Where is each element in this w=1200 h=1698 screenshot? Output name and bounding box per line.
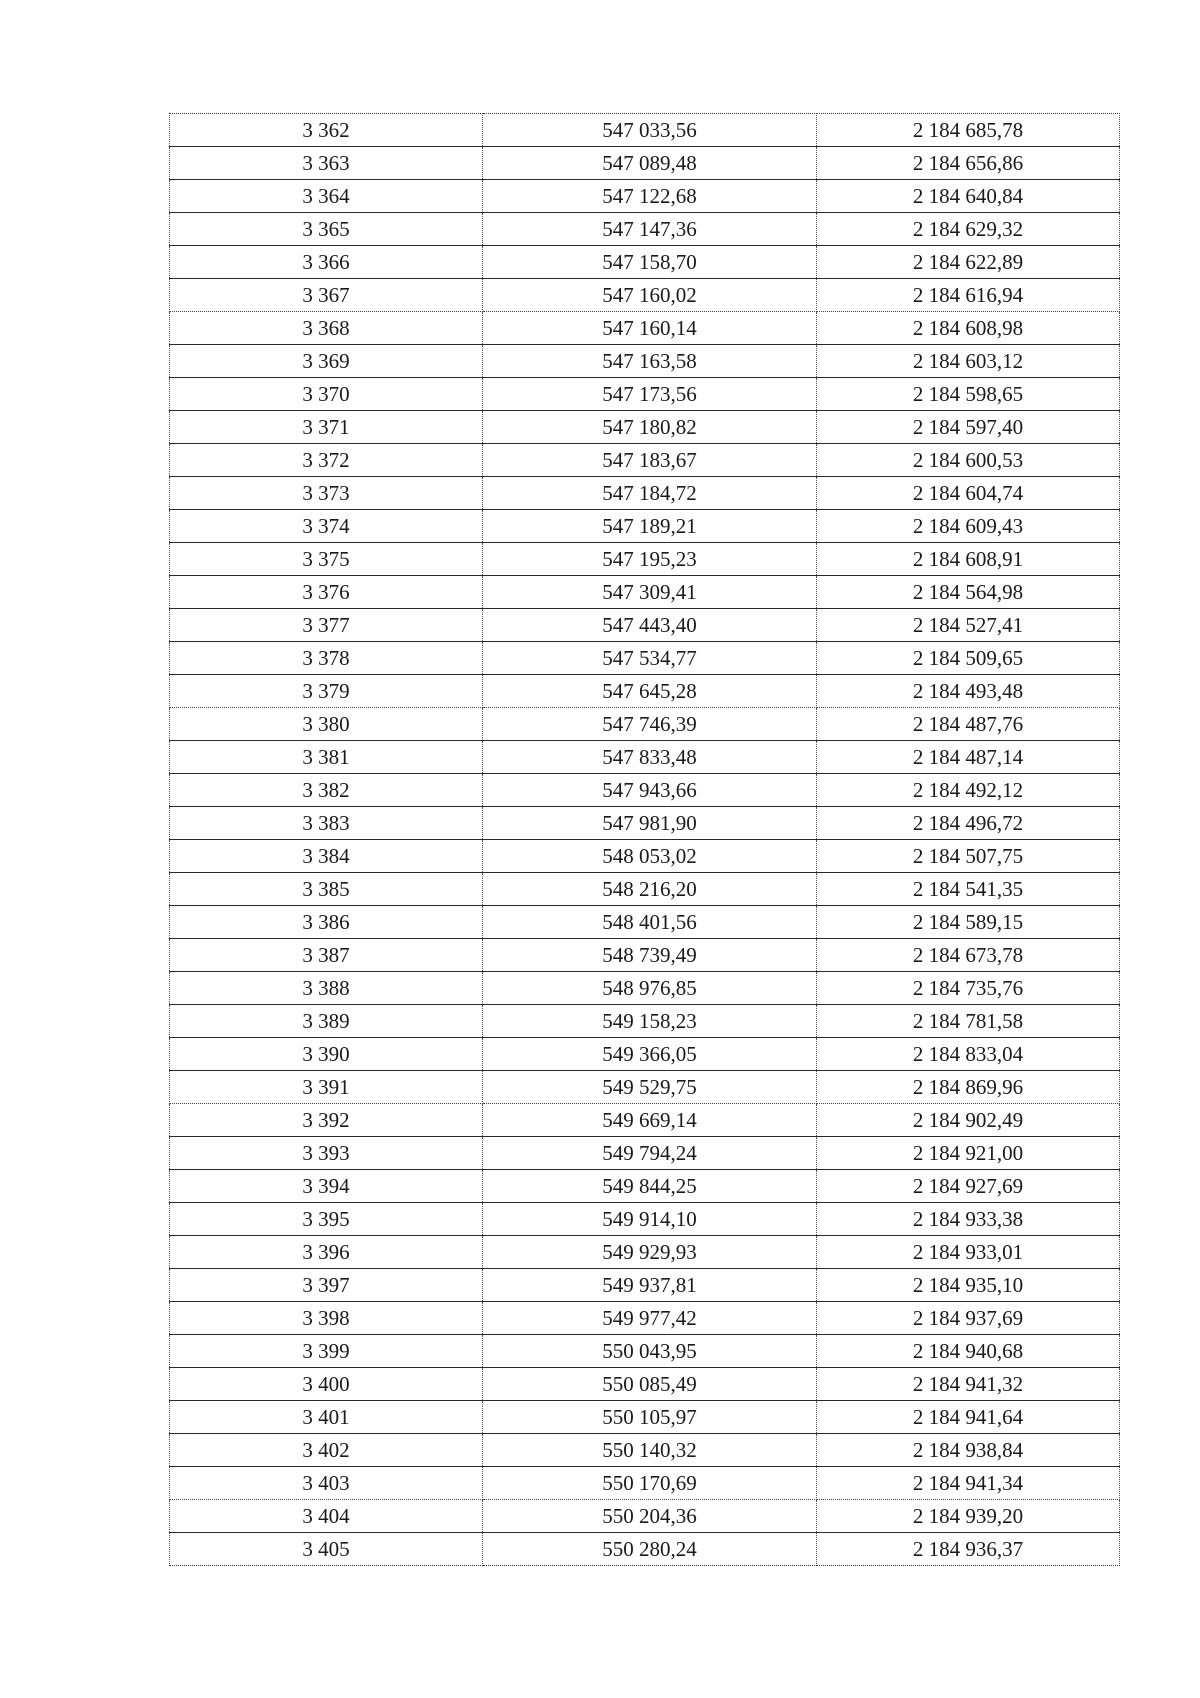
table-row <box>170 312 1120 345</box>
table-row <box>170 1170 1120 1203</box>
point-number-cell: 3 395 <box>170 1203 483 1236</box>
y-coordinate-cell: 2 184 541,35 <box>817 873 1120 906</box>
x-coordinate-cell: 550 043,95 <box>483 1335 817 1368</box>
table-row <box>170 873 1120 906</box>
table-row <box>170 477 1120 510</box>
point-number-cell: 3 374 <box>170 510 483 543</box>
point-number-cell: 3 399 <box>170 1335 483 1368</box>
table-row <box>170 1038 1120 1071</box>
y-coordinate-cell: 2 184 685,78 <box>817 114 1120 147</box>
coordinates-table-body <box>170 114 1120 1566</box>
point-number-cell: 3 382 <box>170 774 483 807</box>
x-coordinate-cell: 547 943,66 <box>483 774 817 807</box>
table-row <box>170 345 1120 378</box>
table-row <box>170 1335 1120 1368</box>
y-coordinate-cell: 2 184 492,12 <box>817 774 1120 807</box>
point-number-cell: 3 363 <box>170 147 483 180</box>
point-number-cell: 3 375 <box>170 543 483 576</box>
coordinates-table <box>169 113 1120 1566</box>
point-number-cell: 3 377 <box>170 609 483 642</box>
point-number-cell: 3 404 <box>170 1500 483 1533</box>
x-coordinate-cell: 547 645,28 <box>483 675 817 708</box>
x-coordinate-cell: 549 929,93 <box>483 1236 817 1269</box>
y-coordinate-cell: 2 184 597,40 <box>817 411 1120 444</box>
table-row <box>170 1203 1120 1236</box>
point-number-cell: 3 386 <box>170 906 483 939</box>
x-coordinate-cell: 547 309,41 <box>483 576 817 609</box>
table-row <box>170 246 1120 279</box>
table-row <box>170 411 1120 444</box>
table-row <box>170 906 1120 939</box>
y-coordinate-cell: 2 184 938,84 <box>817 1434 1120 1467</box>
point-number-cell: 3 384 <box>170 840 483 873</box>
point-number-cell: 3 393 <box>170 1137 483 1170</box>
y-coordinate-cell: 2 184 509,65 <box>817 642 1120 675</box>
y-coordinate-cell: 2 184 487,14 <box>817 741 1120 774</box>
point-number-cell: 3 366 <box>170 246 483 279</box>
x-coordinate-cell: 550 105,97 <box>483 1401 817 1434</box>
y-coordinate-cell: 2 184 493,48 <box>817 675 1120 708</box>
x-coordinate-cell: 548 401,56 <box>483 906 817 939</box>
table-row <box>170 741 1120 774</box>
x-coordinate-cell: 549 158,23 <box>483 1005 817 1038</box>
table-row <box>170 972 1120 1005</box>
point-number-cell: 3 391 <box>170 1071 483 1104</box>
x-coordinate-cell: 549 937,81 <box>483 1269 817 1302</box>
x-coordinate-cell: 547 147,36 <box>483 213 817 246</box>
table-row <box>170 1005 1120 1038</box>
y-coordinate-cell: 2 184 936,37 <box>817 1533 1120 1566</box>
table-row <box>170 1401 1120 1434</box>
x-coordinate-cell: 547 195,23 <box>483 543 817 576</box>
point-number-cell: 3 362 <box>170 114 483 147</box>
point-number-cell: 3 387 <box>170 939 483 972</box>
x-coordinate-cell: 548 053,02 <box>483 840 817 873</box>
y-coordinate-cell: 2 184 622,89 <box>817 246 1120 279</box>
point-number-cell: 3 394 <box>170 1170 483 1203</box>
x-coordinate-cell: 547 189,21 <box>483 510 817 543</box>
y-coordinate-cell: 2 184 496,72 <box>817 807 1120 840</box>
y-coordinate-cell: 2 184 940,68 <box>817 1335 1120 1368</box>
x-coordinate-cell: 547 443,40 <box>483 609 817 642</box>
x-coordinate-cell: 550 170,69 <box>483 1467 817 1500</box>
x-coordinate-cell: 550 280,24 <box>483 1533 817 1566</box>
table-row <box>170 675 1120 708</box>
point-number-cell: 3 397 <box>170 1269 483 1302</box>
x-coordinate-cell: 547 183,67 <box>483 444 817 477</box>
y-coordinate-cell: 2 184 487,76 <box>817 708 1120 741</box>
point-number-cell: 3 379 <box>170 675 483 708</box>
y-coordinate-cell: 2 184 941,64 <box>817 1401 1120 1434</box>
table-row <box>170 1434 1120 1467</box>
point-number-cell: 3 370 <box>170 378 483 411</box>
point-number-cell: 3 381 <box>170 741 483 774</box>
table-row <box>170 1368 1120 1401</box>
y-coordinate-cell: 2 184 629,32 <box>817 213 1120 246</box>
table-row <box>170 213 1120 246</box>
point-number-cell: 3 396 <box>170 1236 483 1269</box>
x-coordinate-cell: 549 529,75 <box>483 1071 817 1104</box>
x-coordinate-cell: 547 160,02 <box>483 279 817 312</box>
table-row <box>170 1467 1120 1500</box>
table-row <box>170 774 1120 807</box>
y-coordinate-cell: 2 184 939,20 <box>817 1500 1120 1533</box>
x-coordinate-cell: 547 033,56 <box>483 114 817 147</box>
point-number-cell: 3 392 <box>170 1104 483 1137</box>
table-row <box>170 1500 1120 1533</box>
table-row <box>170 1269 1120 1302</box>
y-coordinate-cell: 2 184 589,15 <box>817 906 1120 939</box>
y-coordinate-cell: 2 184 941,34 <box>817 1467 1120 1500</box>
point-number-cell: 3 385 <box>170 873 483 906</box>
point-number-cell: 3 378 <box>170 642 483 675</box>
point-number-cell: 3 398 <box>170 1302 483 1335</box>
x-coordinate-cell: 547 180,82 <box>483 411 817 444</box>
x-coordinate-cell: 547 089,48 <box>483 147 817 180</box>
point-number-cell: 3 369 <box>170 345 483 378</box>
point-number-cell: 3 364 <box>170 180 483 213</box>
y-coordinate-cell: 2 184 937,69 <box>817 1302 1120 1335</box>
table-row <box>170 180 1120 213</box>
x-coordinate-cell: 547 163,58 <box>483 345 817 378</box>
y-coordinate-cell: 2 184 902,49 <box>817 1104 1120 1137</box>
x-coordinate-cell: 547 173,56 <box>483 378 817 411</box>
y-coordinate-cell: 2 184 921,00 <box>817 1137 1120 1170</box>
x-coordinate-cell: 549 669,14 <box>483 1104 817 1137</box>
x-coordinate-cell: 549 914,10 <box>483 1203 817 1236</box>
y-coordinate-cell: 2 184 616,94 <box>817 279 1120 312</box>
point-number-cell: 3 401 <box>170 1401 483 1434</box>
point-number-cell: 3 390 <box>170 1038 483 1071</box>
table-row <box>170 807 1120 840</box>
point-number-cell: 3 372 <box>170 444 483 477</box>
y-coordinate-cell: 2 184 935,10 <box>817 1269 1120 1302</box>
table-row <box>170 444 1120 477</box>
x-coordinate-cell: 547 981,90 <box>483 807 817 840</box>
table-row <box>170 642 1120 675</box>
x-coordinate-cell: 549 794,24 <box>483 1137 817 1170</box>
y-coordinate-cell: 2 184 527,41 <box>817 609 1120 642</box>
x-coordinate-cell: 547 184,72 <box>483 477 817 510</box>
x-coordinate-cell: 547 534,77 <box>483 642 817 675</box>
x-coordinate-cell: 547 158,70 <box>483 246 817 279</box>
y-coordinate-cell: 2 184 598,65 <box>817 378 1120 411</box>
point-number-cell: 3 400 <box>170 1368 483 1401</box>
point-number-cell: 3 376 <box>170 576 483 609</box>
y-coordinate-cell: 2 184 673,78 <box>817 939 1120 972</box>
table-row <box>170 1137 1120 1170</box>
point-number-cell: 3 389 <box>170 1005 483 1038</box>
point-number-cell: 3 402 <box>170 1434 483 1467</box>
x-coordinate-cell: 550 085,49 <box>483 1368 817 1401</box>
table-row <box>170 147 1120 180</box>
point-number-cell: 3 383 <box>170 807 483 840</box>
x-coordinate-cell: 549 844,25 <box>483 1170 817 1203</box>
y-coordinate-cell: 2 184 608,91 <box>817 543 1120 576</box>
y-coordinate-cell: 2 184 600,53 <box>817 444 1120 477</box>
y-coordinate-cell: 2 184 933,38 <box>817 1203 1120 1236</box>
y-coordinate-cell: 2 184 609,43 <box>817 510 1120 543</box>
point-number-cell: 3 403 <box>170 1467 483 1500</box>
y-coordinate-cell: 2 184 927,69 <box>817 1170 1120 1203</box>
y-coordinate-cell: 2 184 941,32 <box>817 1368 1120 1401</box>
x-coordinate-cell: 548 216,20 <box>483 873 817 906</box>
y-coordinate-cell: 2 184 735,76 <box>817 972 1120 1005</box>
point-number-cell: 3 365 <box>170 213 483 246</box>
y-coordinate-cell: 2 184 564,98 <box>817 576 1120 609</box>
y-coordinate-cell: 2 184 604,74 <box>817 477 1120 510</box>
y-coordinate-cell: 2 184 608,98 <box>817 312 1120 345</box>
x-coordinate-cell: 550 204,36 <box>483 1500 817 1533</box>
x-coordinate-cell: 547 833,48 <box>483 741 817 774</box>
table-row <box>170 279 1120 312</box>
point-number-cell: 3 373 <box>170 477 483 510</box>
table-row <box>170 1236 1120 1269</box>
x-coordinate-cell: 547 122,68 <box>483 180 817 213</box>
table-row <box>170 576 1120 609</box>
table-row <box>170 543 1120 576</box>
point-number-cell: 3 367 <box>170 279 483 312</box>
x-coordinate-cell: 547 746,39 <box>483 708 817 741</box>
y-coordinate-cell: 2 184 933,01 <box>817 1236 1120 1269</box>
table-row <box>170 708 1120 741</box>
x-coordinate-cell: 548 739,49 <box>483 939 817 972</box>
x-coordinate-cell: 549 366,05 <box>483 1038 817 1071</box>
y-coordinate-cell: 2 184 507,75 <box>817 840 1120 873</box>
y-coordinate-cell: 2 184 603,12 <box>817 345 1120 378</box>
y-coordinate-cell: 2 184 656,86 <box>817 147 1120 180</box>
y-coordinate-cell: 2 184 833,04 <box>817 1038 1120 1071</box>
table-row <box>170 378 1120 411</box>
point-number-cell: 3 380 <box>170 708 483 741</box>
point-number-cell: 3 388 <box>170 972 483 1005</box>
table-row <box>170 510 1120 543</box>
table-row <box>170 114 1120 147</box>
y-coordinate-cell: 2 184 781,58 <box>817 1005 1120 1038</box>
point-number-cell: 3 371 <box>170 411 483 444</box>
table-row <box>170 609 1120 642</box>
table-row <box>170 1302 1120 1335</box>
x-coordinate-cell: 549 977,42 <box>483 1302 817 1335</box>
table-row <box>170 939 1120 972</box>
table-row <box>170 1533 1120 1566</box>
point-number-cell: 3 405 <box>170 1533 483 1566</box>
y-coordinate-cell: 2 184 869,96 <box>817 1071 1120 1104</box>
table-row <box>170 1071 1120 1104</box>
x-coordinate-cell: 548 976,85 <box>483 972 817 1005</box>
x-coordinate-cell: 547 160,14 <box>483 312 817 345</box>
table-row <box>170 840 1120 873</box>
table-row <box>170 1104 1120 1137</box>
point-number-cell: 3 368 <box>170 312 483 345</box>
y-coordinate-cell: 2 184 640,84 <box>817 180 1120 213</box>
x-coordinate-cell: 550 140,32 <box>483 1434 817 1467</box>
